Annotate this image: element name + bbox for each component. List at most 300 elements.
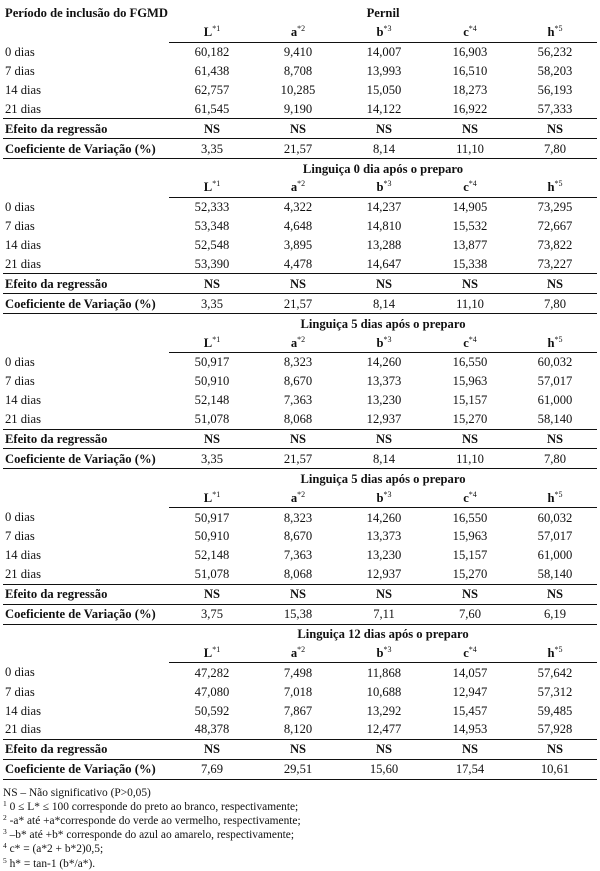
row-label: Efeito da regressão bbox=[3, 274, 169, 294]
column-header-a bbox=[255, 178, 341, 197]
footnote bbox=[3, 828, 597, 842]
table-cell: 10,688 bbox=[366, 684, 402, 699]
coefficient-variation-row bbox=[3, 604, 597, 624]
table-cell: 60,032 bbox=[537, 355, 573, 370]
table-cell: 56,232 bbox=[537, 45, 573, 60]
table-cell: 7,363 bbox=[283, 393, 313, 408]
blank-cell bbox=[3, 624, 169, 643]
column-header-a bbox=[255, 23, 341, 42]
column-footnote-ref: *3 bbox=[383, 644, 392, 654]
table-cell: 7,498 bbox=[283, 665, 313, 680]
table-cell: 15,38 bbox=[255, 604, 341, 624]
table-cell: 8,670 bbox=[283, 374, 313, 389]
blank-cell bbox=[3, 314, 169, 333]
column-header-l bbox=[169, 643, 255, 662]
table-row bbox=[3, 720, 597, 739]
row-label: 0 dias bbox=[5, 665, 35, 680]
footnote-number: 1 bbox=[3, 798, 7, 808]
table-row bbox=[3, 565, 597, 584]
table-row bbox=[3, 197, 597, 216]
table-cell: 8,323 bbox=[283, 510, 313, 525]
column-footnote-ref: *1 bbox=[212, 644, 221, 654]
column-symbol: c bbox=[463, 25, 469, 40]
table-cell: NS bbox=[341, 119, 427, 139]
section-title-row bbox=[3, 159, 597, 178]
table-cell: 56,193 bbox=[537, 83, 573, 97]
section-title-row bbox=[3, 624, 597, 643]
column-header-a bbox=[255, 488, 341, 507]
table-row bbox=[3, 701, 597, 720]
column-header-c bbox=[427, 333, 513, 352]
row-label: 0 dias bbox=[5, 510, 35, 525]
table-cell: 47,282 bbox=[194, 665, 230, 680]
table-cell: 11,10 bbox=[427, 139, 513, 159]
table-cell: 4,322 bbox=[283, 200, 313, 215]
footnotes bbox=[3, 786, 597, 871]
table-cell: 8,708 bbox=[283, 64, 313, 79]
row-label: 14 dias bbox=[5, 83, 42, 97]
column-symbol: h bbox=[547, 645, 555, 660]
table-row bbox=[3, 42, 597, 61]
column-footnote-ref: *1 bbox=[212, 179, 221, 189]
column-header-h bbox=[513, 333, 597, 352]
column-header-c bbox=[427, 643, 513, 662]
table-cell: 12,947 bbox=[452, 684, 488, 699]
table-cell: 73,295 bbox=[537, 200, 573, 215]
column-footnote-ref: *1 bbox=[212, 334, 221, 344]
color-parameters-table bbox=[3, 4, 597, 780]
table-cell: NS bbox=[513, 274, 597, 294]
table-cell: 15,457 bbox=[452, 703, 488, 718]
column-header-a bbox=[255, 643, 341, 662]
table-cell: 29,51 bbox=[255, 759, 341, 779]
table-cell: 14,260 bbox=[366, 510, 402, 525]
regression-effect-row bbox=[3, 584, 597, 604]
table-cell: 51,078 bbox=[169, 565, 255, 584]
table-cell: 21,57 bbox=[255, 139, 341, 159]
table-cell: 7,018 bbox=[283, 684, 313, 699]
table-cell: 73,227 bbox=[513, 255, 597, 274]
row-label: Coeficiente de Variação (%) bbox=[3, 604, 169, 624]
column-footnote-ref: *1 bbox=[212, 489, 221, 499]
footnote-text: c* = (a*2 + b*2)0,5; bbox=[6, 843, 104, 856]
row-label: 7 dias bbox=[5, 374, 35, 389]
table-cell: NS bbox=[427, 739, 513, 759]
column-footnote-ref: *2 bbox=[297, 24, 306, 34]
table-cell: 3,35 bbox=[169, 449, 255, 469]
blank-cell bbox=[3, 178, 169, 197]
table-cell: 52,148 bbox=[194, 548, 230, 563]
table-cell: 16,903 bbox=[452, 45, 488, 60]
table-cell: 8,14 bbox=[341, 294, 427, 314]
row-label: 0 dias bbox=[5, 44, 35, 59]
table-cell: 6,19 bbox=[513, 604, 597, 624]
table-cell: 50,910 bbox=[194, 374, 230, 389]
column-symbol: b bbox=[376, 490, 384, 505]
table-cell: 13,373 bbox=[366, 529, 402, 544]
table-cell: 12,937 bbox=[341, 565, 427, 584]
table-cell: NS bbox=[169, 584, 255, 604]
row-label: Efeito da regressão bbox=[3, 119, 169, 139]
column-header-l bbox=[169, 488, 255, 507]
column-footnote-ref: *3 bbox=[383, 334, 392, 344]
column-footnote-ref: *1 bbox=[212, 24, 221, 34]
table-cell: 15,60 bbox=[341, 759, 427, 779]
regression-effect-row bbox=[3, 739, 597, 759]
column-footnote-ref: *4 bbox=[468, 644, 477, 654]
row-label: 14 dias bbox=[5, 393, 42, 408]
table-cell: 8,323 bbox=[283, 355, 313, 370]
table-cell: 58,140 bbox=[513, 565, 597, 584]
table-cell: NS bbox=[341, 274, 427, 294]
table-cell: 16,550 bbox=[452, 510, 488, 525]
table-cell: 57,642 bbox=[537, 665, 573, 680]
column-footnote-ref: *5 bbox=[554, 24, 563, 34]
table-cell: 73,822 bbox=[537, 238, 573, 253]
table-cell: 13,373 bbox=[366, 374, 402, 389]
table-body bbox=[3, 4, 597, 779]
table-row bbox=[3, 527, 597, 546]
table-cell: NS bbox=[255, 739, 341, 759]
table-cell: 21,57 bbox=[255, 294, 341, 314]
table-cell: 57,312 bbox=[537, 684, 573, 699]
table-cell: 7,80 bbox=[513, 139, 597, 159]
row-label: 21 dias bbox=[3, 720, 169, 739]
table-cell: 15,050 bbox=[366, 83, 402, 97]
table-cell: 13,292 bbox=[366, 703, 402, 718]
table-cell: 14,122 bbox=[341, 99, 427, 118]
footnote bbox=[3, 814, 597, 828]
table-row bbox=[3, 508, 597, 527]
column-symbol: c bbox=[463, 645, 469, 660]
table-cell: 7,80 bbox=[513, 294, 597, 314]
column-footnote-ref: *3 bbox=[383, 24, 392, 34]
table-cell: 14,237 bbox=[366, 200, 402, 215]
column-symbol: a bbox=[290, 180, 298, 195]
table-row bbox=[3, 236, 597, 255]
table-cell: 14,007 bbox=[366, 45, 402, 60]
column-symbol: c bbox=[463, 335, 469, 350]
blank-cell bbox=[3, 159, 169, 178]
table-row bbox=[3, 81, 597, 100]
column-footnote-ref: *2 bbox=[297, 644, 306, 654]
table-cell: 15,270 bbox=[427, 410, 513, 429]
table-cell: 7,867 bbox=[283, 703, 313, 718]
table-cell: NS bbox=[255, 119, 341, 139]
table-cell: NS bbox=[513, 119, 597, 139]
blank-cell bbox=[3, 23, 169, 42]
column-symbol: b bbox=[376, 645, 384, 660]
table-cell: 57,017 bbox=[537, 529, 573, 544]
regression-effect-row bbox=[3, 429, 597, 449]
column-header-c bbox=[427, 23, 513, 42]
footnote-text: –b* até +b* corresponde do azul ao amarelo, respectivamente; bbox=[6, 829, 295, 842]
row-label: 21 dias bbox=[3, 565, 169, 584]
section-title: Linguiça 5 dias após o preparo bbox=[169, 469, 597, 488]
column-symbol: b bbox=[376, 180, 384, 195]
table-cell: 15,157 bbox=[452, 548, 488, 563]
table-cell: 11,10 bbox=[427, 294, 513, 314]
table-cell: 15,963 bbox=[452, 529, 488, 544]
table-cell: 57,928 bbox=[513, 720, 597, 739]
table-cell: 14,810 bbox=[366, 219, 402, 234]
table-cell: NS bbox=[255, 584, 341, 604]
table-cell: 50,910 bbox=[194, 529, 230, 544]
table-cell: 53,348 bbox=[194, 219, 230, 234]
row-label: 0 dias bbox=[5, 200, 35, 215]
table-cell: 3,35 bbox=[169, 294, 255, 314]
column-symbol: h bbox=[547, 25, 555, 40]
footnote-number: 2 bbox=[3, 813, 7, 823]
table-cell: NS bbox=[169, 739, 255, 759]
footnote-number: 4 bbox=[3, 841, 7, 851]
table-row bbox=[3, 217, 597, 236]
footnote bbox=[3, 842, 597, 856]
table-cell: NS bbox=[427, 429, 513, 449]
table-cell: 13,230 bbox=[366, 548, 402, 563]
section-title: Pernil bbox=[366, 6, 400, 21]
section-title: Linguiça 0 dia após o preparo bbox=[169, 159, 597, 178]
column-symbol: h bbox=[547, 335, 555, 350]
row-label: Coeficiente de Variação (%) bbox=[3, 449, 169, 469]
table-cell: 7,60 bbox=[427, 604, 513, 624]
table-cell: 10,61 bbox=[513, 759, 597, 779]
blank-cell bbox=[3, 469, 169, 488]
table-cell: 3,75 bbox=[169, 604, 255, 624]
table-cell: 7,80 bbox=[513, 449, 597, 469]
table-cell: NS bbox=[427, 584, 513, 604]
table-cell: 12,937 bbox=[341, 410, 427, 429]
table-cell: 50,917 bbox=[194, 510, 230, 525]
footnote bbox=[3, 857, 597, 871]
table-row bbox=[3, 99, 597, 118]
footnote-text: h* = tan-1 (b*/a*). bbox=[6, 857, 96, 870]
column-symbol: a bbox=[290, 645, 298, 660]
column-header-b bbox=[341, 333, 427, 352]
column-header-row bbox=[3, 643, 597, 662]
column-footnote-ref: *3 bbox=[383, 179, 392, 189]
section-title-row bbox=[3, 4, 597, 23]
footnote-text: NS – Não significativo (P>0,05) bbox=[3, 786, 151, 799]
table-cell: 21,57 bbox=[255, 449, 341, 469]
table-row bbox=[3, 410, 597, 429]
footnote-number: 5 bbox=[3, 855, 7, 865]
column-header-h bbox=[513, 488, 597, 507]
column-header-h bbox=[513, 178, 597, 197]
row-label: Coeficiente de Variação (%) bbox=[3, 294, 169, 314]
column-footnote-ref: *2 bbox=[297, 489, 306, 499]
coefficient-variation-row bbox=[3, 139, 597, 159]
row-label: Efeito da regressão bbox=[3, 739, 169, 759]
blank-cell bbox=[3, 643, 169, 662]
table-cell: 52,548 bbox=[194, 238, 230, 253]
table-cell: 15,157 bbox=[452, 393, 488, 408]
column-header-b bbox=[341, 488, 427, 507]
table-cell: 3,35 bbox=[169, 139, 255, 159]
table-cell: NS bbox=[169, 274, 255, 294]
column-symbol: L bbox=[203, 180, 213, 195]
column-footnote-ref: *5 bbox=[554, 334, 563, 344]
column-symbol: a bbox=[290, 25, 298, 40]
column-symbol: L bbox=[203, 645, 213, 660]
table-row bbox=[3, 62, 597, 81]
row-label: 7 dias bbox=[5, 64, 35, 79]
table-cell: NS bbox=[513, 584, 597, 604]
column-header-row bbox=[3, 488, 597, 507]
row-label: Efeito da regressão bbox=[3, 584, 169, 604]
table-cell: NS bbox=[513, 739, 597, 759]
column-symbol: h bbox=[547, 180, 555, 195]
column-footnote-ref: *4 bbox=[468, 489, 477, 499]
regression-effect-row bbox=[3, 274, 597, 294]
table-cell: 14,647 bbox=[341, 255, 427, 274]
table-cell: NS bbox=[341, 429, 427, 449]
table-cell: 15,532 bbox=[452, 219, 488, 234]
table-cell: 11,868 bbox=[366, 665, 402, 680]
row-label: 21 dias bbox=[3, 99, 169, 118]
table-cell: NS bbox=[341, 739, 427, 759]
table-cell: 7,11 bbox=[341, 604, 427, 624]
table-cell: 11,10 bbox=[427, 449, 513, 469]
table-cell: 53,390 bbox=[169, 255, 255, 274]
table-cell: 50,917 bbox=[194, 355, 230, 370]
row-label: 7 dias bbox=[5, 684, 35, 699]
table-cell: 58,203 bbox=[537, 64, 573, 79]
table-cell: 4,478 bbox=[255, 255, 341, 274]
column-header-h bbox=[513, 23, 597, 42]
section-title: Linguiça 12 dias após o preparo bbox=[169, 624, 597, 643]
table-cell: 8,14 bbox=[341, 449, 427, 469]
table-cell: 17,54 bbox=[427, 759, 513, 779]
table-cell: 16,550 bbox=[452, 355, 488, 370]
row-label: Coeficiente de Variação (%) bbox=[3, 139, 169, 159]
blank-cell bbox=[3, 488, 169, 507]
section-title: Linguiça 5 dias após o preparo bbox=[169, 314, 597, 333]
table-row bbox=[3, 353, 597, 372]
column-footnote-ref: *5 bbox=[554, 179, 563, 189]
table-cell: 52,148 bbox=[194, 393, 230, 408]
column-header-b bbox=[341, 23, 427, 42]
column-symbol: L bbox=[203, 335, 213, 350]
row-label: 14 dias bbox=[5, 548, 42, 563]
table-cell: 15,270 bbox=[427, 565, 513, 584]
results-table-document bbox=[3, 0, 597, 871]
column-header-c bbox=[427, 488, 513, 507]
table-cell: 13,230 bbox=[366, 393, 402, 408]
column-footnote-ref: *4 bbox=[468, 24, 477, 34]
blank-cell bbox=[3, 333, 169, 352]
column-symbol: L bbox=[203, 490, 213, 505]
footnote bbox=[3, 800, 597, 814]
table-cell: 16,510 bbox=[452, 64, 488, 79]
table-cell: 50,592 bbox=[194, 703, 230, 718]
table-cell: 60,182 bbox=[194, 45, 230, 60]
coefficient-variation-row bbox=[3, 294, 597, 314]
column-header-l bbox=[169, 333, 255, 352]
table-row bbox=[3, 663, 597, 682]
column-header-row bbox=[3, 333, 597, 352]
table-cell: 52,333 bbox=[194, 200, 230, 215]
table-cell: 13,877 bbox=[452, 238, 488, 253]
table-row bbox=[3, 372, 597, 391]
column-footnote-ref: *5 bbox=[554, 644, 563, 654]
table-cell: 7,363 bbox=[283, 548, 313, 563]
table-cell: 48,378 bbox=[169, 720, 255, 739]
column-symbol: h bbox=[547, 490, 555, 505]
table-cell: 8,670 bbox=[283, 529, 313, 544]
table-cell: 58,140 bbox=[513, 410, 597, 429]
table-cell: NS bbox=[169, 119, 255, 139]
regression-effect-row bbox=[3, 119, 597, 139]
column-symbol: c bbox=[463, 180, 469, 195]
footnote bbox=[3, 786, 597, 800]
table-cell: 72,667 bbox=[537, 219, 573, 234]
table-cell: 61,545 bbox=[169, 99, 255, 118]
table-cell: NS bbox=[255, 274, 341, 294]
table-cell: 51,078 bbox=[169, 410, 255, 429]
row-label: 7 dias bbox=[5, 529, 35, 544]
column-header-h bbox=[513, 643, 597, 662]
column-footnote-ref: *2 bbox=[297, 179, 306, 189]
column-header-a bbox=[255, 333, 341, 352]
table-cell: NS bbox=[169, 429, 255, 449]
column-symbol: c bbox=[463, 490, 469, 505]
table-cell: 13,288 bbox=[366, 238, 402, 253]
table-cell: 14,057 bbox=[452, 665, 488, 680]
column-header-b bbox=[341, 643, 427, 662]
table-cell: NS bbox=[513, 429, 597, 449]
column-header-row bbox=[3, 178, 597, 197]
table-cell: 9,410 bbox=[283, 45, 313, 60]
table-cell: 18,273 bbox=[452, 83, 488, 97]
table-cell: 9,190 bbox=[255, 99, 341, 118]
table-cell: 8,068 bbox=[255, 565, 341, 584]
row-label: 21 dias bbox=[3, 410, 169, 429]
table-cell: 14,905 bbox=[452, 200, 488, 215]
column-header-l bbox=[169, 23, 255, 42]
table-cell: 3,895 bbox=[283, 238, 313, 253]
column-footnote-ref: *3 bbox=[383, 489, 392, 499]
section-title-row bbox=[3, 314, 597, 333]
column-footnote-ref: *4 bbox=[468, 334, 477, 344]
table-cell: NS bbox=[427, 274, 513, 294]
table-cell: 60,032 bbox=[537, 510, 573, 525]
table-cell: 62,757 bbox=[194, 83, 230, 97]
column-symbol: L bbox=[203, 25, 213, 40]
footnote-number: 3 bbox=[3, 827, 7, 837]
column-footnote-ref: *5 bbox=[554, 489, 563, 499]
table-cell: 47,080 bbox=[194, 684, 230, 699]
table-cell: 14,953 bbox=[427, 720, 513, 739]
coefficient-variation-row bbox=[3, 449, 597, 469]
footnote-text: 0 ≤ L* ≤ 100 corresponde do preto ao branco, respectivamente; bbox=[6, 800, 299, 813]
table-cell: 7,69 bbox=[169, 759, 255, 779]
table-row bbox=[3, 391, 597, 410]
row-label: 7 dias bbox=[5, 219, 35, 234]
column-header-l bbox=[169, 178, 255, 197]
table-cell: 61,438 bbox=[194, 64, 230, 79]
column-header-row bbox=[3, 23, 597, 42]
row-label: 21 dias bbox=[3, 255, 169, 274]
table-cell: 57,333 bbox=[513, 99, 597, 118]
table-cell: 10,285 bbox=[280, 83, 316, 97]
column-symbol: a bbox=[290, 335, 298, 350]
column-header-b bbox=[341, 178, 427, 197]
table-cell: 61,000 bbox=[537, 393, 573, 408]
table-cell: NS bbox=[341, 584, 427, 604]
table-row bbox=[3, 682, 597, 701]
row-label: Coeficiente de Variação (%) bbox=[3, 759, 169, 779]
